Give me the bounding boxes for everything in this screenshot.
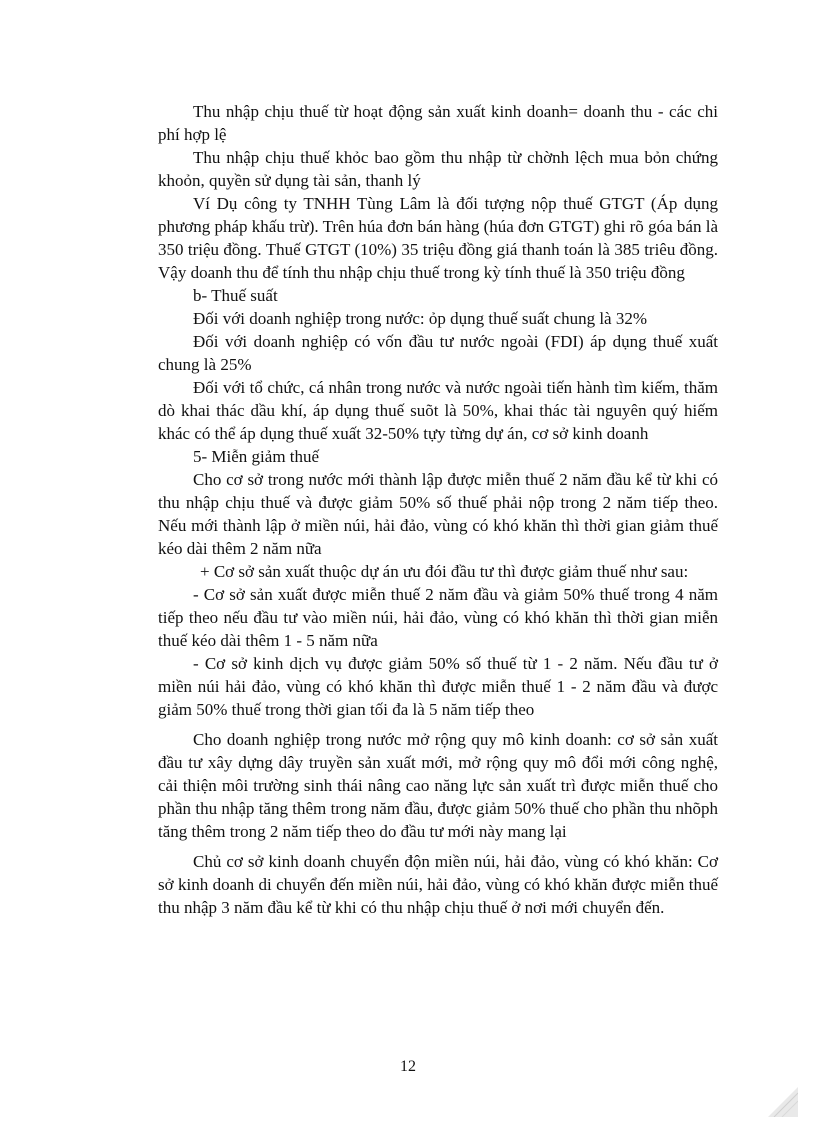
paragraph-relocation: Chủ cơ sở kinh doanh chuyển độn miền núi, hải đảo, vùng có khó khăn: Cơ sở kinh doanh di chuyển đến miền núi, hải đảo, vùng có khó khăn được miễn thuế thu nhập 3 năm đầu kể từ khi có thu nhập chịu thuế ở nơi mới chuyển đến. xyxy=(158,852,718,917)
paragraph-taxable-income-business: Thu nhập chịu thuế từ hoạt động sản xuất kinh doanh= doanh thu - các chi phí hợp lệ xyxy=(158,102,718,144)
paragraph-example-tung-lam: Ví Dụ công ty TNHH Tùng Lâm là đối tượng nộp thuế GTGT (Áp dụng phương pháp khấu trừ). Trên húa đơn bán hàng (húa đơn GTGT) ghi rõ góa bán là 350 triệu đồng. Thuế GTGT (10%) 35 triệu đồng giá thanh toán là 385 triêu đồng. Vậy doanh thu để tính thu nhập chịu thuế trong kỳ tính thuế là 350 triệu đồng xyxy=(158,194,718,282)
paragraph-expansion: Cho doanh nghiệp trong nước mở rộng quy mô kinh doanh: cơ sở sản xuất đầu tư xây dựng dây truyền sản xuất mới, mở rộng quy mô đổi mới công nghệ, cải thiện môi trường sinh thái nâng cao năng lực sản xuất trì được miễn thuế cho phần thu nhập tăng thêm trong năm đầu, được giảm 50% thuế cho phần thu nhõph tăng thêm trong 2 năm tiếp theo do đầu tư mới này mang lại xyxy=(158,730,718,841)
page-number: 12 xyxy=(400,1058,416,1075)
paragraph-other-taxable-income: Thu nhập chịu thuế khỏc bao gồm thu nhập từ chờnh lệch mua bỏn chứng khoỏn, quyền sử dụng tài sản, thanh lý xyxy=(158,148,718,190)
heading-tax-exemption: 5- Miễn giảm thuế xyxy=(193,447,320,466)
paragraph-production-exemption: - Cơ sở sản xuất được miễn thuế 2 năm đầu và giảm 50% thuế trong 4 năm tiếp theo nếu đầu tư vào miền núi, hải đảo, vùng có khó khăn thì thời gian miễn thuế kéo dài thêm 1 - 5 năm nữa xyxy=(158,585,718,650)
paragraph-oil-gas-rate: Đối với tổ chức, cá nhân trong nước và nước ngoài tiến hành tìm kiếm, thăm dò khai thác dầu khí, áp dụng thuế suõt là 50%, khai thác tài nguyên quý hiếm khác có thể áp dụng thuế xuất 32-50% tựy từng dự án, cơ sở kinh doanh xyxy=(158,378,718,443)
page-corner-fold-icon xyxy=(768,1087,798,1117)
paragraph-new-establishment: Cho cơ sở trong nước mới thành lập được miễn thuế 2 năm đầu kể từ khi có thu nhập chịu thuế và được giảm 50% số thuế phải nộp trong 2 năm tiếp theo. Nếu mới thành lập ở miền núi, hải đảo, vùng có khó khăn thì thời gian giảm thuế kéo dài thêm 2 năm nữa xyxy=(158,470,718,558)
heading-tax-rate: b- Thuế suất xyxy=(193,286,278,305)
paragraph-domestic-rate: Đối với doanh nghiệp trong nước: ỏp dụng thuế suất chung là 32% xyxy=(193,309,648,328)
paragraph-service-exemption: - Cơ sở kinh dịch vụ được giảm 50% số thuế từ 1 - 2 năm. Nếu đầu tư ở miền núi hải đảo, vùng có khó khăn thì được miễn thuế 1 - 2 năm đầu và được giảm 50% thuế trong thời gian tối đa là 5 năm tiếp theo xyxy=(158,654,718,719)
page-body xyxy=(158,100,718,919)
paragraph-priority-projects: + Cơ sở sản xuất thuộc dự án ưu đói đầu tư thì được giảm thuế như sau: xyxy=(200,562,689,581)
paragraph-fdi-rate: Đối với doanh nghiệp có vốn đầu tư nước ngoài (FDI) áp dụng thuế xuất chung là 25% xyxy=(158,332,718,374)
